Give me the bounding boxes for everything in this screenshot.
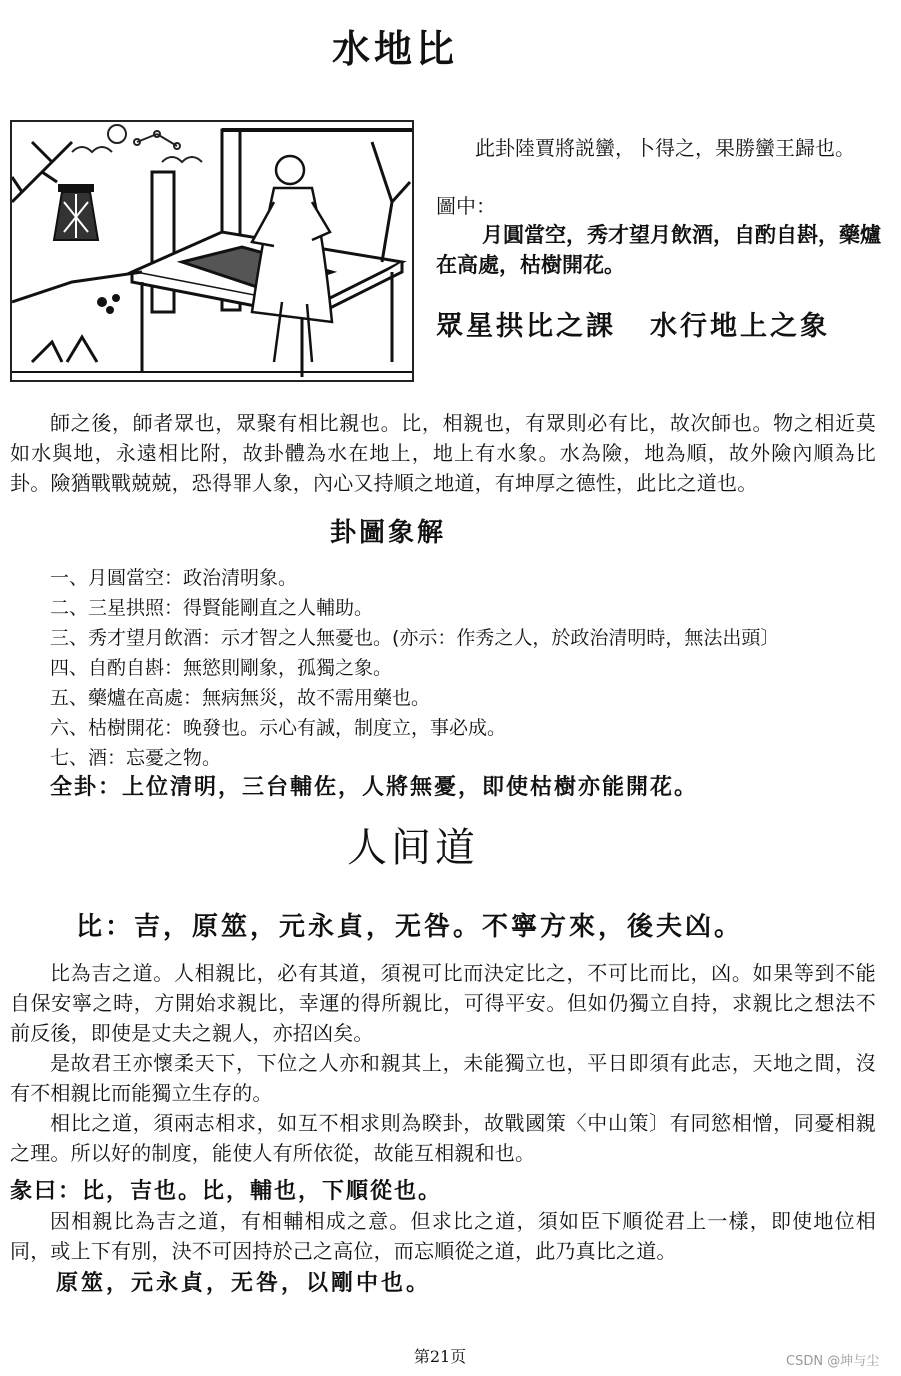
- picture-label: 圖中：: [436, 194, 496, 218]
- intro-text: 此卦陸賈將説蠻，卜得之，果勝蠻王歸也。: [475, 136, 855, 160]
- picture-motto: [436, 304, 830, 343]
- illustration-drawing: [12, 122, 412, 380]
- hexagram-illustration: [10, 120, 414, 382]
- list-item: 七、酒：忘憂之物。: [50, 747, 222, 769]
- tuan-commentary: 彖曰：比，吉也。比，輔也，下順從也。: [10, 1178, 443, 1204]
- paragraph-1: 師之後，師者眾也，眾聚有相比親也。比，相親也，有眾則必有比，故次師也。物之相近莫如水與地，永遠相比附，故卦體為水在地上，地上有水象。水為險，地為順，故外險內順為比卦。險猶戰戰兢兢，恐得罪人象，內心又持順之地道，有坤厚之德性，此比之道也。: [10, 411, 876, 495]
- motto-left: 眾星拱比之課: [436, 311, 616, 342]
- stones-icon: [97, 294, 120, 314]
- paragraph-4: 相比之道，須兩志相求，如互不相求則為睽卦，故戰國策〈中山策〕有同慾相憎，同憂相親之理。所以好的制度，能使人有所依從，故能互相親和也。: [10, 1111, 876, 1165]
- moon-icon: [108, 125, 126, 143]
- list-item: 六、枯樹開花：晚發也。示心有誠，制度立，事必成。: [50, 717, 507, 739]
- page-title: 水地比: [331, 26, 458, 71]
- hexagram-verdict: 比：吉，原筮，元永貞，无咎。不寧方來，後夫凶。: [76, 912, 744, 942]
- renjiandao-title: 人间道: [347, 825, 479, 871]
- list-item: 四、自酌自斟：無慾則剛象，孤獨之象。: [50, 657, 393, 679]
- picture-description: 月圓當空，秀才望月飲酒，自酌自斟，藥爐在高處，枯樹開花。: [436, 222, 881, 277]
- motto-right: 水行地上之象: [650, 311, 830, 342]
- section-title: 卦圖象解: [329, 518, 446, 548]
- summary: 全卦：上位清明，三台輔佐，人將無憂，即使枯樹亦能開花。: [50, 774, 699, 800]
- paragraph-5: 因相親比為吉之道，有相輔相成之意。但求比之道，須如臣下順從君上一樣，即使地位相同，或上下有別，決不可因持於己之高位，而忘順從之道，此乃真比之道。: [10, 1209, 876, 1263]
- medicine-stove-icon: [54, 184, 98, 240]
- paragraph-2: 比為吉之道。人相親比，必有其道，須視可比而決定比之，不可比而比，凶。如果等到不能自保安寧之時，方開始求親比，幸運的得所親比，可得平安。但如仍獨立自持，求親比之想法不前反後，即使是丈夫之親人，亦招凶矣。: [10, 961, 876, 1045]
- list-item: 五、藥爐在高處：無病無災，故不需用藥也。: [50, 687, 431, 709]
- list-item: 一、月圓當空：政治清明象。: [50, 567, 298, 589]
- closing-line: 原筮，元永貞，无咎，以剛中也。: [56, 1270, 432, 1296]
- scholar-figure: [252, 156, 332, 362]
- page-number: 第21页: [413, 1347, 467, 1366]
- paragraph-3: 是故君王亦懷柔天下，下位之人亦和親其上，未能獨立也，平日即須有此志，天地之間，沒有不相親比而能獨立生存的。: [10, 1051, 876, 1105]
- watermark: CSDN @坤与尘: [786, 1354, 880, 1369]
- list-item: 二、三星拱照：得賢能剛直之人輔助。: [50, 597, 374, 619]
- symbol-list: [50, 563, 779, 773]
- list-item: 三、秀才望月飲酒：示才智之人無憂也。(亦示：作秀之人，於政治清明時，無法出頭〕: [50, 627, 780, 649]
- three-stars-icon: [134, 131, 180, 149]
